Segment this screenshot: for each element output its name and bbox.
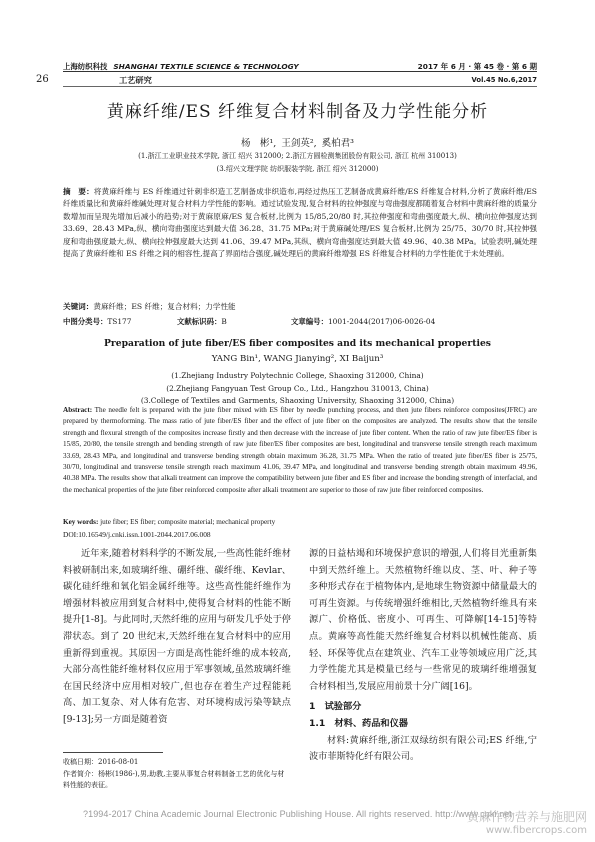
footnote-rule <box>63 752 163 753</box>
received-date: 收稿日期：2016-08-01 <box>63 758 139 766</box>
clc-value: TS177 <box>107 317 132 326</box>
watermark-line2: www.fibercrops.com <box>485 825 587 836</box>
header-rule <box>63 71 537 72</box>
keywords-en <box>63 518 275 526</box>
doi-link[interactable]: DOI:10.16549/j.cnki.issn.1001-2044.2017.06.008 <box>63 530 211 539</box>
article-label: 文章编号： <box>291 317 328 326</box>
body-column-left <box>63 546 291 729</box>
keywords-en-text: jute fiber; ES fiber; composite material; mechanical property <box>98 518 276 526</box>
header-rule-secondary <box>63 86 537 87</box>
issue-info: 2017 年 6 月 · 第 45 卷 · 第 6 期 <box>417 62 537 71</box>
site-watermark <box>467 810 587 838</box>
journal-name-cn: 上海纺织科技 <box>63 62 108 71</box>
article-title-cn: 黄麻纤维/ES 纤维复合材料制备及力学性能分析 <box>106 102 489 122</box>
affiliation-en-line: (3.College of Textiles and Garments, Shaoxing University, Shaoxing 312000, China) <box>140 396 455 405</box>
affiliations-en <box>0 370 595 408</box>
authors-cn: 杨 彬¹, 王剑英², 奚柏君³ <box>240 138 354 149</box>
abstract-en-text: The needle felt is prepared with the jute fiber mixed with ES fiber by needle punching process, and then jute fibers reinforce composites(JFRC) are prepared by thermoforming. The mass ratio of jute fiber/ES fiber and the effect of jute fiber on the composites are analyzed. The results show that the tensile strength and flexural strength of the composites increase firstly and then decrease with the increase of jute fiber content. When the ratio of raw jute fiber/ES fiber is 15/85, 20/80, the tensile strength and bending strength of raw jute fiber/ES fiber composites are best, longitudinal and transverse tensile strength reach maximum 33.69, 28.43 MPa, and longitudinal and transverse bending strength obtain maximum 36.28, 31.75 MPa. When the ratio of treated jute fiber/ES fiber is 25/75, 30/70, longitudinal and transverse tensile strength reach maximum 41.06, 39.47 MPa, and longitudinal and transverse bending strength obtain maximum 49.96, 40.38 MPa. The results show that alkali treatment can improve the compatibility between jute fiber and ES fiber and increase the bonding strength of interfacial, and the mechanical properties of the jute fiber reinforced composite after alkali treatment are superior to those of raw jute fiber reinforced composites. <box>63 406 537 494</box>
body-paragraph: 材料:黄麻纤维,浙江双绿纺织有限公司;ES 纤维,宁波市菲斯特化纤有限公司。 <box>309 734 537 763</box>
section-heading: 1 试验部分 <box>309 701 362 713</box>
article-value: 1001-2044(2017)06-0026-04 <box>327 317 436 326</box>
body-paragraph: 近年来,随着材料科学的不断发展,一些高性能纤维材料被研制出来,如玻璃纤维、硼纤维、碳纤维、Kevlar、碳化硅纤维和氧化铝金属纤维等。这些高性能纤维作为增强材料被应用到复合材料中,使得复合材料的性能不断提升[1-8]。与此同时,天然纤维的应用与研发几乎处于停滞状态。到了 20 世纪末,天然纤维在复合材料中的应用重新得到重视。其原因一方面是高性能纤维的成本较高,大部分高性能纤维材料仅应用于军事领域,虽然玻璃纤维在国民经济中应用相对较广,但也存在着生产过程能耗高、加工复杂、对人体有危害、对环境构成污染等缺点[9-13];另一方面是随着资 <box>63 548 291 725</box>
doc-label: 文献标识码： <box>177 317 222 326</box>
keywords-en-label: Key words: <box>63 518 99 526</box>
clc-label: 中图分类号： <box>63 317 108 326</box>
abstract-cn-label: 摘 要： <box>63 187 94 196</box>
abstract-en-label: Abstract: <box>63 406 93 414</box>
article-number <box>291 316 435 327</box>
body-column-right <box>309 546 537 766</box>
subsection-heading: 1.1 材料、药品和仪器 <box>309 717 408 729</box>
keywords-cn <box>63 301 236 312</box>
affiliation-en-line: (2.Zhejiang Fangyuan Test Group Co., Ltd., Hangzhou 310013, China) <box>166 383 429 393</box>
affiliations-cn <box>0 150 595 176</box>
clc-number <box>63 316 131 327</box>
section-title: 工艺研究 <box>119 75 152 85</box>
volume-info: Vol.45 No.6,2017 <box>471 76 537 84</box>
author-intro: 作者简介：杨彬(1986-),男,助教,主要从事复合材料制备工艺的优化与材料性能的表征。 <box>63 769 285 790</box>
doc-code <box>177 316 227 327</box>
affiliation-cn-line: (3.绍兴文理学院 纺织服装学院, 浙江 绍兴 312000) <box>216 165 379 173</box>
abstract-cn <box>63 186 537 260</box>
body-paragraph: 源的日益枯竭和环境保护意识的增强,人们将目光重新集中到天然纤维上。天然植物纤维以皮、茎、叶、种子等多种形式存在于植物体内,是地球生物资源中储量最大的可再生资源。与传统增强纤维相比,天然植物纤维具有来源广、价格低、密度小、可再生、可降解[14-15]等特点。黄麻等高性能天然纤维复合材料以机械性能高、质轻、环保等优点在建筑业、汽车工业等领域应用广泛,其力学性能尤其是模量已经与一些常见的玻璃纤维增强复合材料相当,发展应用前景十分广阔[16]。 <box>309 548 537 692</box>
authors-en: YANG Bin¹, WANG Jianying², XI Baijun³ <box>211 354 384 364</box>
article-title-en: Preparation of jute fiber/ES fiber composites and its mechanical properties <box>104 338 491 349</box>
keywords-cn-text: 黄麻纤维；ES 纤维；复合材料；力学性能 <box>93 302 236 311</box>
page-number: 26 <box>36 74 49 85</box>
copyright-footer: ?1994-2017 China Academic Journal Electronic Publishing House. All rights reserved. http://www.cnki.net <box>82 809 513 819</box>
abstract-en <box>63 405 537 496</box>
journal-name-en: SHANGHAI TEXTILE SCIENCE & TECHNOLOGY <box>113 62 299 71</box>
keywords-cn-label: 关键词： <box>63 302 94 311</box>
footnote <box>63 757 291 792</box>
watermark-line1: 黄麻作物营养与施肥网 <box>466 810 587 824</box>
abstract-cn-text: 将黄麻纤维与 ES 纤维通过针刺非织造工艺制备成非织造布,再经过热压工艺制备成黄麻纤维/ES 纤维复合材料,分析了黄麻纤维/ES 纤维质量比和黄麻纤维碱处理对复合材料力学性能的影响。通过试验发现,复合材料的拉伸强度与弯曲强度都随着复合材料中黄麻纤维的质量分数增加而呈现先增加后减小的趋势;对于黄麻原麻/ES 复合板材,比例为 15/85,20/80 时,其拉伸强度和弯曲强度最大,纵、横向拉伸强度达到 33.69、28.43 MPa,纵、横向弯曲强度达到最大值 36.28、31.75 MPa;对于黄麻碱处理/ES 复合板材,比例为 25/75、30/70 时,其拉伸强度和弯曲强度最大,纵、横向拉伸强度最大达到 41.06、39.47 MPa,其纵、横向弯曲强度达到最大值 49.96、40.38 MPa。试验表明,碱处理提高了黄麻纤维和 ES 纤维之间的相容性,提高了界面结合强度,碱处理后的黄麻纤维增强 ES 纤维复合材料的力学性能优于未处理前。 <box>63 187 538 259</box>
affiliation-en-line: (1.Zhejiang Industry Polytechnic College, Shaoxing 312000, China) <box>171 371 424 380</box>
doc-value: B <box>221 317 227 326</box>
affiliation-cn-line: (1.浙江工业职业技术学院, 浙江 绍兴 312000; 2.浙江方圆检测集团股份有限公司, 浙江 杭州 310013) <box>138 152 457 160</box>
